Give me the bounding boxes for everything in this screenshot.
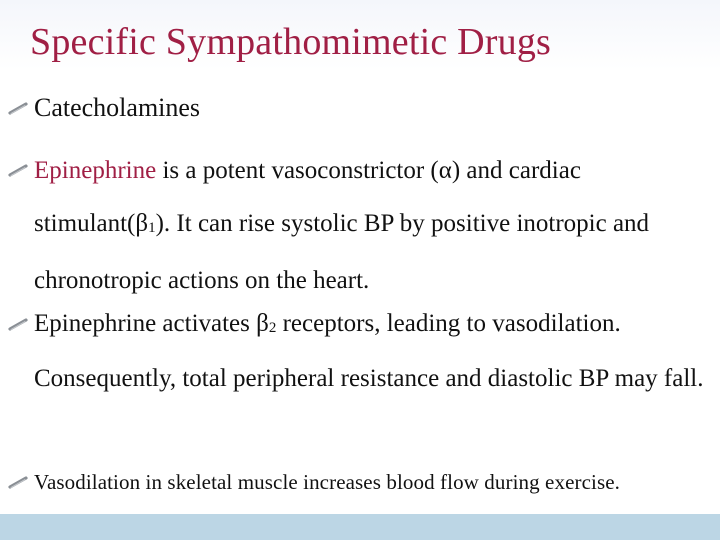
subscript: 2 (268, 319, 277, 336)
bullet-text (34, 298, 708, 405)
subscript: 1 (148, 219, 156, 236)
bullet-icon (8, 317, 28, 331)
bullet-text-part: receptors, leading to vasodilation. Consequently, total peripheral resistance and diastolic BP may fall. (34, 310, 704, 392)
highlighted-term: Epinephrine (34, 157, 157, 184)
slide-title: Specific Sympathomimetic Drugs (30, 21, 552, 63)
bullet-icon (8, 101, 28, 115)
bullet-icon (8, 475, 28, 489)
bullet-text-part: Epinephrine activates β (34, 310, 269, 337)
bullet-text-part: is a potent vasoconstrictor (α) and cardiac stimulant(β (34, 157, 581, 237)
bullet-text: Vasodilation in skeletal muscle increases blood flow during exercise. (34, 470, 620, 494)
bullet-text-part: ). It can rise systolic BP by positive inotropic and chronotropic actions on the heart. (34, 210, 650, 294)
bullet-text (34, 144, 708, 307)
bullet-text: Catecholamines (34, 93, 201, 122)
footer-bar (0, 514, 720, 540)
bullet-icon (8, 163, 28, 177)
